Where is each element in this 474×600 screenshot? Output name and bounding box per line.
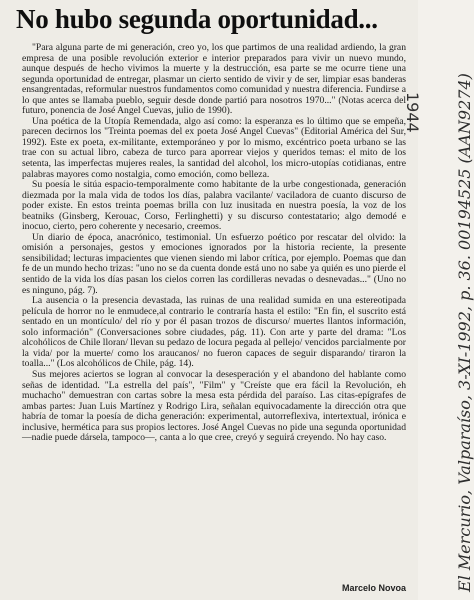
handwritten-year: 1944: [403, 92, 422, 133]
article-paragraph: Una poética de la Utopía Remendada, algo así como: la esperanza es lo último que se empeña, parecen decirnos los "Treinta poemas del ex poeta José Angel Cuevas" (Editorial América del Sur, 1992). Este ex poeta, ex-militante, extemporáneo y por lo mismo, excéntrico poeta urbano se las trae con su actual libro, cabeza de turco para aporrear viejos y queridos temas: el mito de los setenta, las imperfectas mujeres reales, la santidad del alcohol, los micro-utopías cotidianas, entre palabras mayores como nostalgia, como emoción, como belleza.: [22, 115, 406, 180]
article-headline: No hubo segunda oportunidad...: [16, 4, 378, 34]
article-body: [22, 43, 406, 444]
article-paragraph: La ausencia o la presencia devastada, las ruinas de una realidad sumida en una estereotipada película de horror no le enmudece,al contrario le contraría hasta el estilo: "En fin, el suscrito está sentado en un montículo/ del río y por él pasan trozos de discurso/ muertes llantos información, solo información" (Conversaciones sobre ciudades, pág. 11). Con arte y parte del drama: "Los alcohólicos de Chile lloran/ llevan su pedazo de locura pegada al pellejo/ vencidos parcialmente por la vida/ por la muerte/ como los araucanos/ no fueron capaces de seguir disparando/ tiraron la toalla..." (Los alcohólicos de Chile, pág. 14).: [22, 295, 406, 370]
handwritten-source-note: El Mercurio, Valparaíso, 3-XI-1992, p. 36. 00194525 (AAN9274): [455, 73, 474, 592]
author-byline: Marcelo Novoa: [341, 583, 406, 593]
article-paragraph: Un diario de época, anacrónico, testimonial. Un esfuerzo poético por rescatar del olvido: la omisión a personajes, gestos y emociones ignorados por la historia reciente, la presente sensibilidad; lecturas impacientes que vienen siendo mi labor crítica, por ejemplo. Poemas que dan fe de un mundo hecho trizas: "uno no se da cuenta donde está uno no sabe ya quién es uno pierde el sentido de la vida los días pasan los cielos corren las cordilleras nevadas o desnevadas..." (Uno no es ninguno, pág. 7).: [22, 231, 406, 296]
article-paragraph: Su poesía le sitúa espacio-temporalmente como habitante de la urbe congestionada, generación diezmada por la mala vida de todos los días, palabra vacilante/ vaciladora de cuanto discurso de poder existe. En estos treinta poemas brilla con luz inusitada en nuestra poesía, la voz de los beatniks (Ginsberg, Kerouac, Corso, Ferlinghetti) y su discurso contestatario; algo demodé e inocuo, cierto, pero coherente y necesario, creemos.: [22, 179, 406, 233]
article-paragraph: Sus mejores aciertos se logran al convocar la desesperación y el abandono del hablante como señas de identidad. "La estrella del país", "Film" y "Creíste que era fácil la Revolución, eh muchacho" demuestran con cartas sobre la mesa esta pérdida del paraíso. Las citas-epígrafes de ambas partes: Juan Luis Martínez y Rodrigo Lira, señalan equivocadamente la dirección otra que habría de tomar la poesía de dicha generación: experimental, autorreflexiva, intertextual, irónica e inclusive, hermética para sus propios lectores. José Angel Cuevas no pide una segunda oportunidad —nadie puede dársela, tampoco—, canta a lo que cree, creyó y seguirá creyendo. No hay caso.: [22, 368, 406, 444]
article-paragraph: "Para alguna parte de mi generación, creo yo, los que partimos de una realidad ardiendo, la gran empresa de una posible revolución exterior e interior preparados para vivir un nuevo mundo, aunque después de hecho vivimos la muerte y la destrucción, esa parte se me ocurre tiene una segunda oportunidad de entregar, plasmar un cierto sentido de vivir y de ser, limpiar esas banderas ensangrentadas, reformular nuestros fundamentos como comunidad y nuestra diferencia. Fundirse a lo que antes se llamaba pueblo, seguir desde donde partió para nosotros 1970..." (Notas acerca del futuro, ponencia de José Angel Cuevas, julio de 1990).: [22, 42, 406, 117]
